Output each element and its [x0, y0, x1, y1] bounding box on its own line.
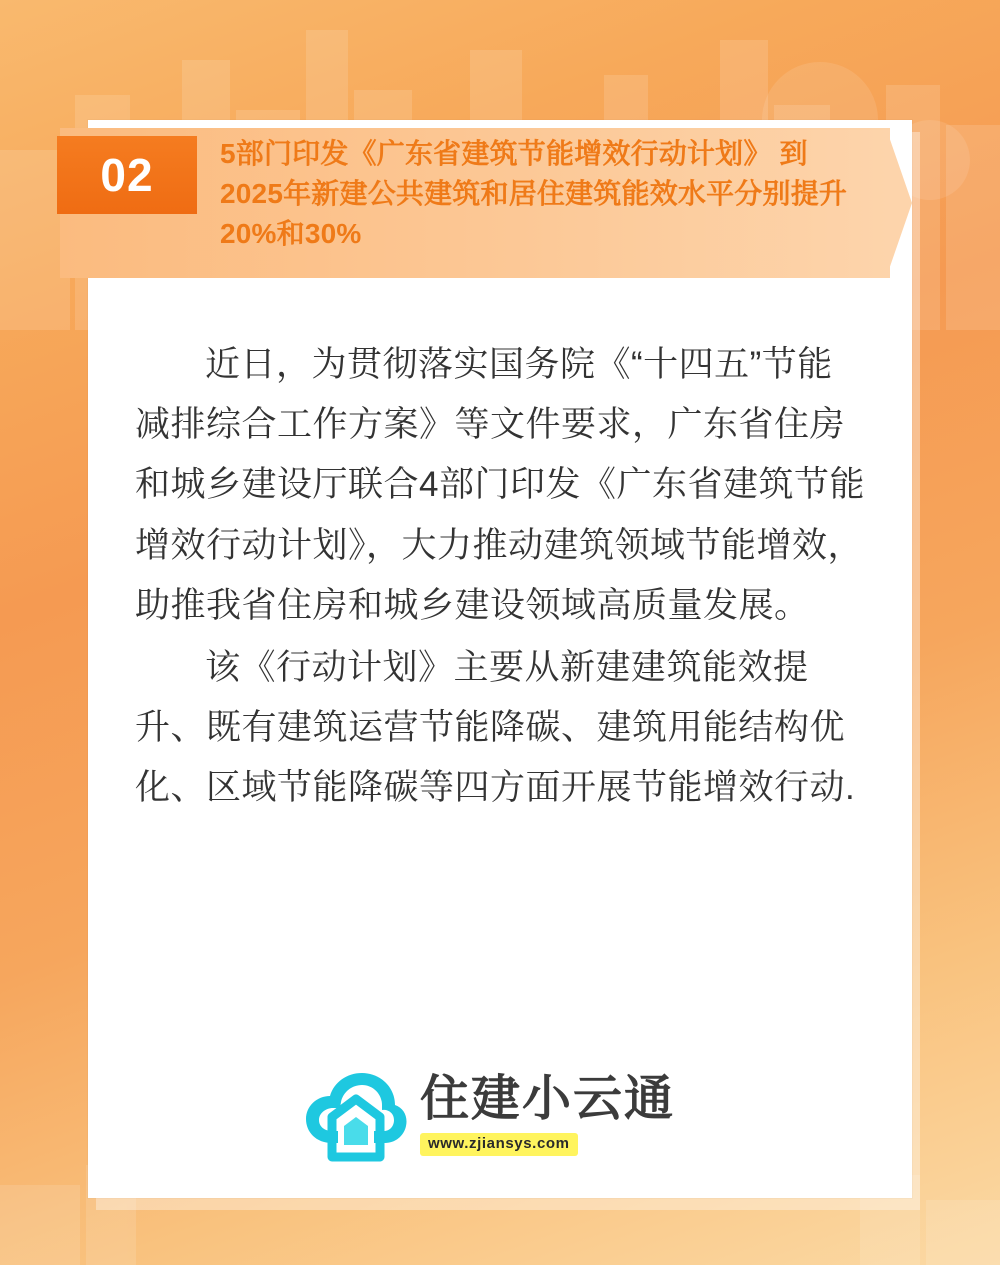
section-number-badge — [57, 136, 197, 214]
paragraph: 该《行动计划》主要从新建建筑能效提升、既有建筑运营节能降碳、建筑用能结构优化、区域节能降碳等四方面开展节能增效行动. — [135, 647, 856, 808]
cloud-house-icon — [300, 1065, 410, 1165]
section-number: 02 — [100, 149, 154, 201]
brand-logo — [300, 1060, 730, 1170]
brand-text — [420, 1071, 676, 1156]
article-body — [135, 335, 865, 819]
brand-name: 住建小云通 — [420, 1071, 676, 1126]
paragraph: 近日，为贯彻落实国务院《“十四五”节能减排综合工作方案》等文件要求，广东省住房和城乡建设厅联合4部门印发《广东省建筑节能增效行动计划》，大力推动建筑领域节能增效，助推我省住房和城乡建设领域高质量发展。 — [135, 345, 865, 625]
page-title: 5部门印发《广东省建筑节能增效行动计划》 到2025年新建公共建筑和居住建筑能效水平分别提升20%和30% — [220, 138, 848, 249]
section-header-ribbon — [60, 128, 1000, 278]
brand-url: www.zjiansys.com — [428, 1134, 570, 1152]
ribbon-notch — [886, 128, 912, 278]
brand-url-highlight — [420, 1133, 578, 1156]
